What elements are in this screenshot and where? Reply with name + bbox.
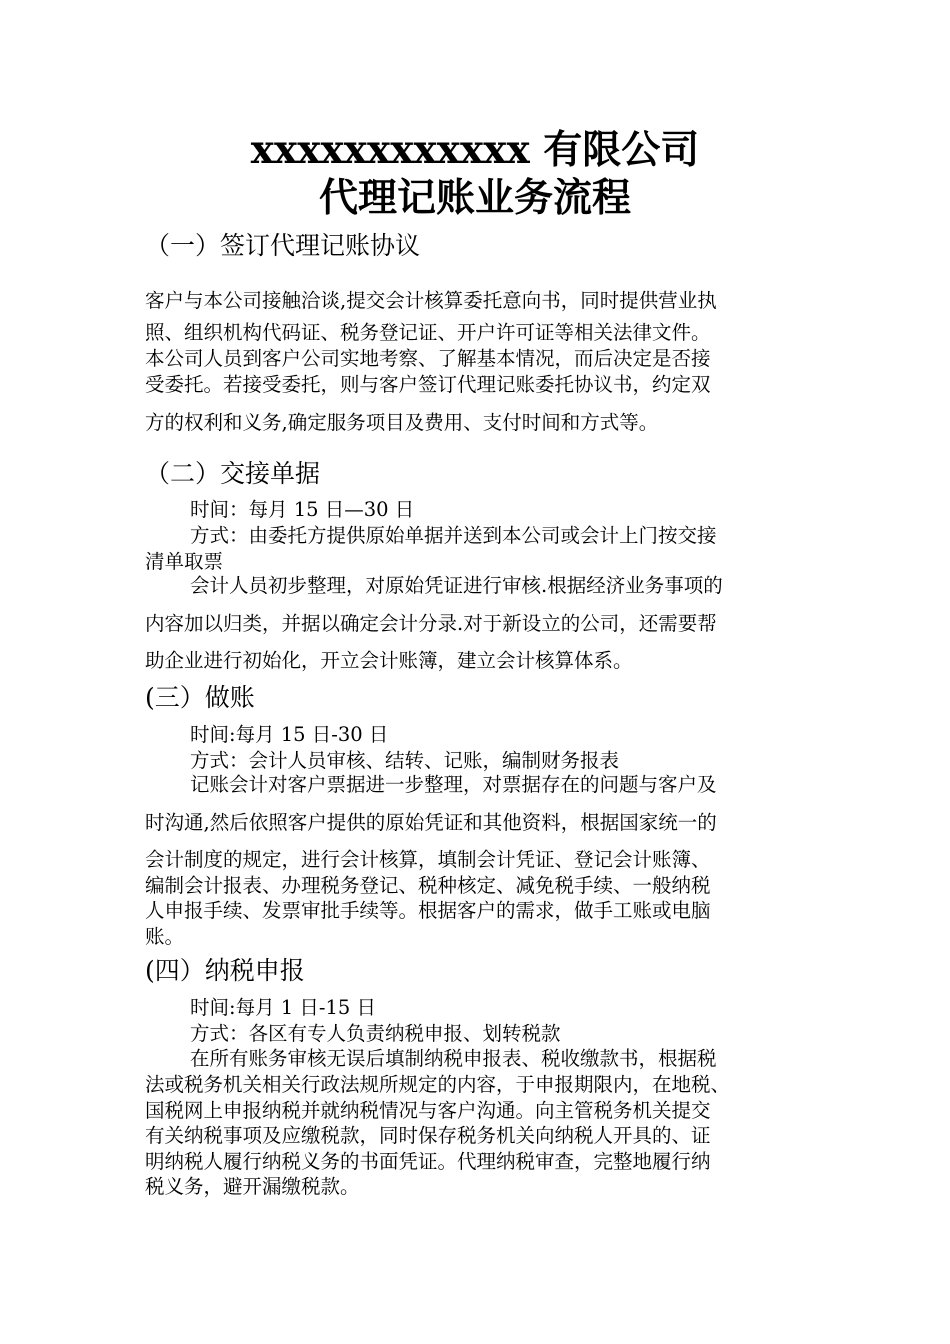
section-heading-agreement: （一）签订代理记账协议 — [145, 231, 421, 260]
paragraph-line: 方的权利和义务,确定服务项目及费用、支付时间和方式等。 — [145, 411, 659, 434]
section-heading-tax-filing: (四）纳税申报 — [145, 956, 305, 985]
paragraph-line: 在所有账务审核无误后填制纳税申报表、税收缴款书，根据税 — [190, 1047, 717, 1070]
paragraph-line: 会计制度的规定，进行会计核算，填制会计凭证、登记会计账簿、 — [145, 848, 711, 871]
paragraph-line: 方式：会计人员审核、结转、记账，编制财务报表 — [190, 749, 620, 772]
section-heading-bookkeeping: (三）做账 — [145, 683, 255, 712]
paragraph-line: 时间:每月 15 日-30 日 — [190, 723, 389, 746]
paragraph-line: 照、组织机构代码证、税务登记证、开户许可证等相关法律文件。 — [145, 321, 711, 344]
paragraph-line: 助企业进行初始化，开立会计账簿，建立会计核算体系。 — [145, 649, 633, 672]
document-title-subtitle: 代理记账业务流程 — [318, 175, 631, 221]
paragraph-line: 本公司人员到客户公司实地考察、了解基本情况，而后决定是否接 — [145, 347, 711, 370]
paragraph-line: 会计人员初步整理，对原始凭证进行审核.根据经济业务事项的 — [190, 574, 723, 597]
paragraph-line: 人申报手续、发票审批手续等。根据客户的需求，做手工账或电脑 — [145, 899, 711, 922]
paragraph-line: 时沟通,然后依照客户提供的原始凭证和其他资料，根据国家统一的 — [145, 811, 717, 834]
document-title-company: xxxxxxxxxxxx 有限公司 — [250, 127, 700, 173]
paragraph-line: 时间:每月 1 日-15 日 — [190, 996, 376, 1019]
paragraph-line: 方式：由委托方提供原始单据并送到本公司或会计上门按交接 — [190, 524, 717, 547]
paragraph-line: 清单取票 — [145, 550, 224, 573]
paragraph-line: 客户与本公司接触洽谈,提交会计核算委托意向书，同时提供营业执 — [145, 289, 717, 312]
paragraph-line: 记账会计对客户票据进一步整理，对票据存在的问题与客户及 — [190, 773, 717, 796]
paragraph-line: 法或税务机关相关行政法规所规定的内容，于申报期限内，在地税、 — [145, 1073, 731, 1096]
paragraph-line: 账。 — [145, 925, 185, 948]
paragraph-line: 编制会计报表、办理税务登记、税种核定、减免税手续、一般纳税 — [145, 874, 711, 897]
paragraph-line: 国税网上申报纳税并就纳税情况与客户沟通。向主管税务机关提交 — [145, 1099, 711, 1122]
section-heading-documents: （二）交接单据 — [145, 459, 321, 488]
paragraph-line: 时间：每月 15 日—30 日 — [190, 498, 415, 521]
paragraph-line: 方式：各区有专人负责纳税申报、划转税款 — [190, 1022, 561, 1045]
paragraph-line: 明纳税人履行纳税义务的书面凭证。代理纳税审查，完整地履行纳 — [145, 1150, 711, 1173]
paragraph-line: 税义务，避开漏缴税款。 — [145, 1175, 360, 1198]
paragraph-line: 受委托。若接受委托，则与客户签订代理记账委托协议书，约定双 — [145, 373, 711, 396]
paragraph-line: 有关纳税事项及应缴税款，同时保存税务机关向纳税人开具的、证 — [145, 1124, 711, 1147]
paragraph-line: 内容加以归类，并据以确定会计分录.对于新设立的公司，还需要帮 — [145, 612, 717, 635]
